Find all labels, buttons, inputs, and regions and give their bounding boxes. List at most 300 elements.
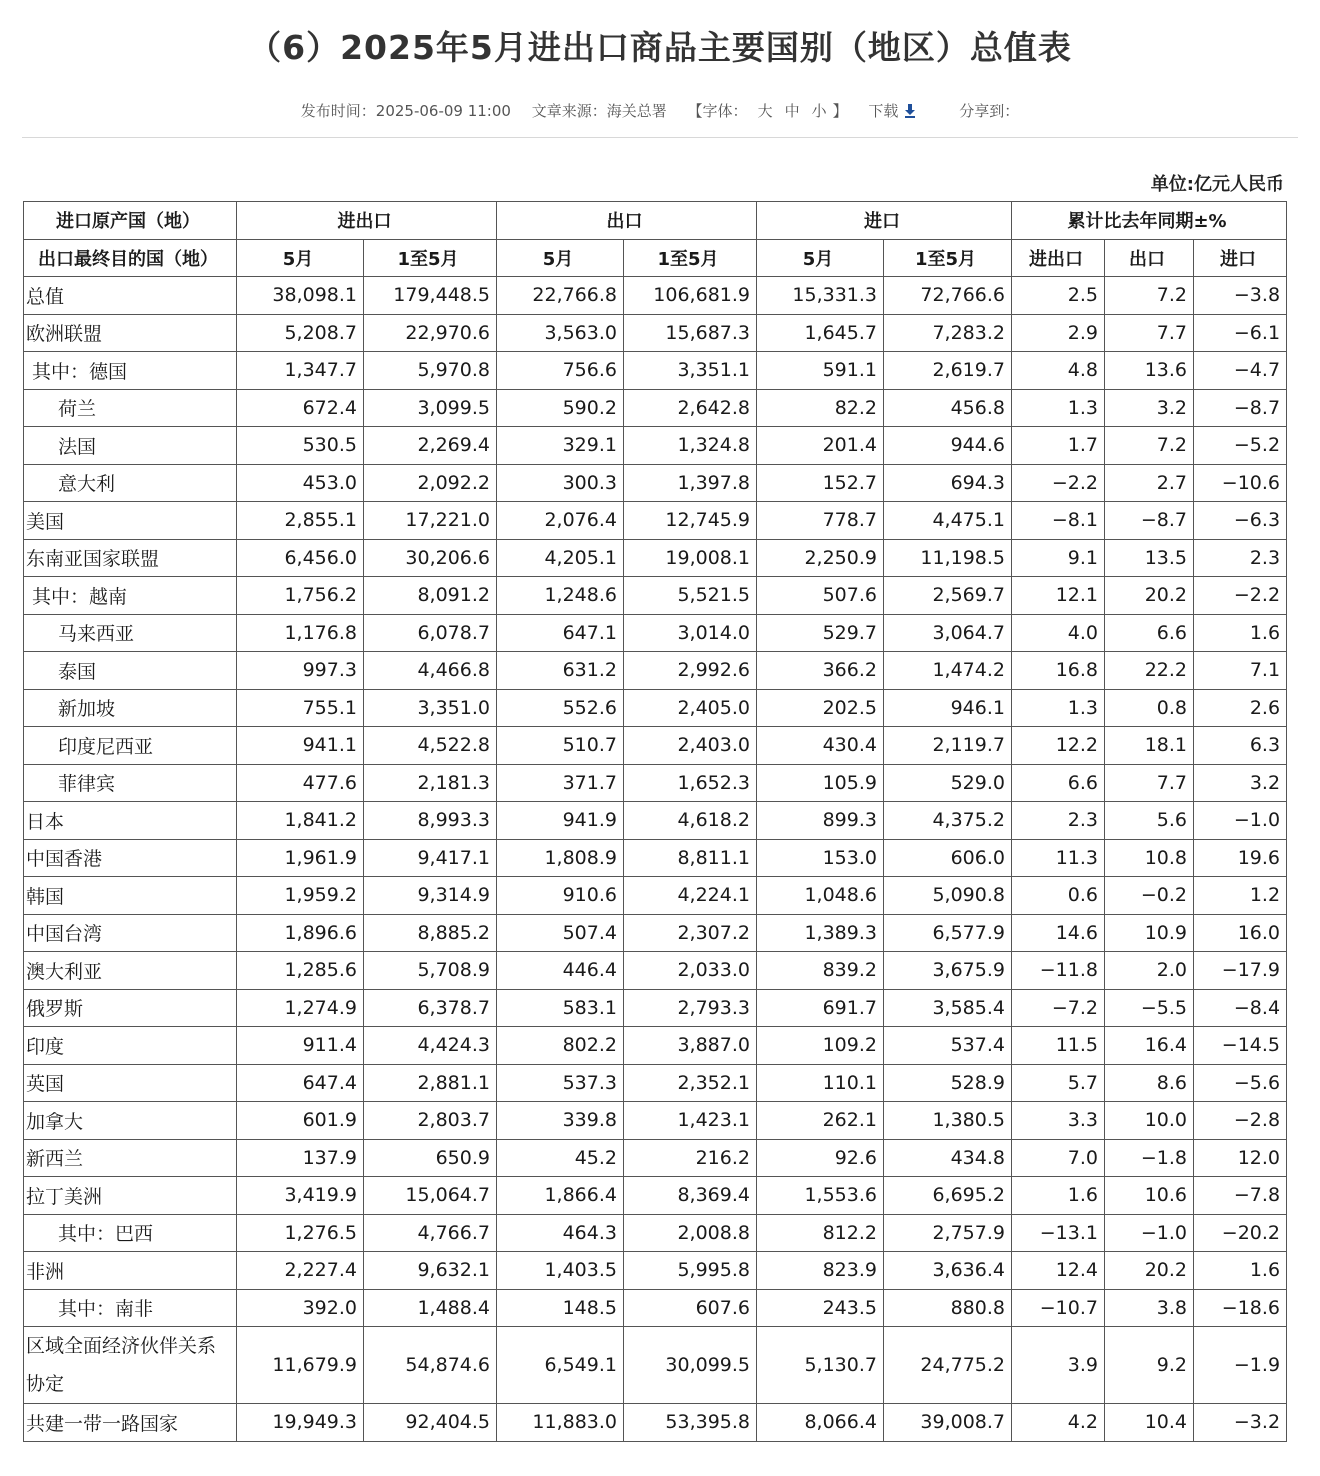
- yoy-export-cell: 0.8: [1105, 689, 1194, 727]
- total-may-cell: 647.4: [237, 1064, 364, 1102]
- import-may-cell: 92.6: [757, 1139, 884, 1177]
- yoy-export-cell: 5.6: [1105, 802, 1194, 840]
- yoy-import-cell: −20.2: [1194, 1214, 1287, 1252]
- yoy-import-cell: −6.3: [1194, 502, 1287, 540]
- table-row: [24, 839, 1287, 877]
- import-ytd-cell: 3,675.9: [884, 952, 1012, 990]
- total-may-cell: 2,855.1: [237, 502, 364, 540]
- table-row: [24, 689, 1287, 727]
- article-meta-bar: [0, 100, 1320, 121]
- total-may-cell: 1,896.6: [237, 914, 364, 952]
- import-may-cell: 243.5: [757, 1289, 884, 1327]
- total-may-cell: 997.3: [237, 652, 364, 690]
- export-may-cell: 148.5: [497, 1289, 624, 1327]
- header-export-ytd: 1至5月: [624, 239, 757, 277]
- table-row: [24, 727, 1287, 765]
- yoy-export-cell: 6.6: [1105, 614, 1194, 652]
- import-may-cell: 15,331.3: [757, 277, 884, 315]
- export-ytd-cell: 4,224.1: [624, 877, 757, 915]
- import-ytd-cell: 3,636.4: [884, 1252, 1012, 1290]
- header-export-may: 5月: [497, 239, 624, 277]
- yoy-total-cell: 0.6: [1012, 877, 1105, 915]
- export-ytd-cell: 5,995.8: [624, 1252, 757, 1290]
- import-may-cell: 153.0: [757, 839, 884, 877]
- export-may-cell: 464.3: [497, 1214, 624, 1252]
- yoy-total-cell: 1.7: [1012, 427, 1105, 465]
- total-ytd-cell: 179,448.5: [364, 277, 497, 315]
- total-may-cell: 1,347.7: [237, 352, 364, 390]
- table-row: [24, 914, 1287, 952]
- header-total-ytd: 1至5月: [364, 239, 497, 277]
- yoy-import-cell: 2.6: [1194, 689, 1287, 727]
- import-ytd-cell: 4,475.1: [884, 502, 1012, 540]
- header-total-may: 5月: [237, 239, 364, 277]
- total-may-cell: 1,841.2: [237, 802, 364, 840]
- yoy-export-cell: 10.4: [1105, 1404, 1194, 1442]
- yoy-total-cell: 12.2: [1012, 727, 1105, 765]
- table-row: [24, 614, 1287, 652]
- table-row: [24, 277, 1287, 315]
- yoy-export-cell: 3.2: [1105, 389, 1194, 427]
- export-ytd-cell: 30,099.5: [624, 1327, 757, 1404]
- total-may-cell: 453.0: [237, 464, 364, 502]
- yoy-export-cell: 9.2: [1105, 1327, 1194, 1404]
- header-export: 出口: [497, 202, 757, 240]
- yoy-import-cell: −14.5: [1194, 1027, 1287, 1065]
- total-may-cell: 1,285.6: [237, 952, 364, 990]
- header-yoy-total: 进出口: [1012, 239, 1105, 277]
- yoy-total-cell: −2.2: [1012, 464, 1105, 502]
- country-name-cell: 俄罗斯: [24, 989, 237, 1027]
- yoy-import-cell: −8.4: [1194, 989, 1287, 1027]
- total-may-cell: 1,176.8: [237, 614, 364, 652]
- import-may-cell: 899.3: [757, 802, 884, 840]
- yoy-total-cell: 5.7: [1012, 1064, 1105, 1102]
- yoy-export-cell: −1.0: [1105, 1214, 1194, 1252]
- import-may-cell: 1,645.7: [757, 314, 884, 352]
- import-ytd-cell: 3,064.7: [884, 614, 1012, 652]
- total-ytd-cell: 3,351.0: [364, 689, 497, 727]
- font-large-button[interactable]: 大: [757, 102, 773, 120]
- export-may-cell: 756.6: [497, 352, 624, 390]
- yoy-export-cell: 7.7: [1105, 314, 1194, 352]
- total-may-cell: 941.1: [237, 727, 364, 765]
- total-may-cell: 19,949.3: [237, 1404, 364, 1442]
- country-name-cell: 马来西亚: [24, 614, 237, 652]
- import-may-cell: 201.4: [757, 427, 884, 465]
- country-name-cell: 英国: [24, 1064, 237, 1102]
- export-ytd-cell: 106,681.9: [624, 277, 757, 315]
- yoy-import-cell: 1.6: [1194, 1252, 1287, 1290]
- yoy-import-cell: −4.7: [1194, 352, 1287, 390]
- export-may-cell: 6,549.1: [497, 1327, 624, 1404]
- import-ytd-cell: 39,008.7: [884, 1404, 1012, 1442]
- source-label: 文章来源：: [531, 102, 607, 120]
- total-ytd-cell: 4,466.8: [364, 652, 497, 690]
- export-ytd-cell: 5,521.5: [624, 577, 757, 615]
- yoy-total-cell: 12.1: [1012, 577, 1105, 615]
- yoy-import-cell: 6.3: [1194, 727, 1287, 765]
- table-row: [24, 502, 1287, 540]
- total-ytd-cell: 650.9: [364, 1139, 497, 1177]
- table-row: [24, 389, 1287, 427]
- import-ytd-cell: 880.8: [884, 1289, 1012, 1327]
- download-label: 下载: [868, 102, 899, 120]
- import-ytd-cell: 6,577.9: [884, 914, 1012, 952]
- export-ytd-cell: 607.6: [624, 1289, 757, 1327]
- total-ytd-cell: 9,417.1: [364, 839, 497, 877]
- import-may-cell: 1,048.6: [757, 877, 884, 915]
- yoy-export-cell: 7.7: [1105, 764, 1194, 802]
- table-row: [24, 877, 1287, 915]
- export-may-cell: 1,866.4: [497, 1177, 624, 1215]
- yoy-export-cell: 10.8: [1105, 839, 1194, 877]
- country-name-cell: 新加坡: [24, 689, 237, 727]
- import-ytd-cell: 5,090.8: [884, 877, 1012, 915]
- import-may-cell: 691.7: [757, 989, 884, 1027]
- total-ytd-cell: 2,881.1: [364, 1064, 497, 1102]
- export-ytd-cell: 12,745.9: [624, 502, 757, 540]
- total-ytd-cell: 2,181.3: [364, 764, 497, 802]
- country-name-cell: 印度尼西亚: [24, 727, 237, 765]
- export-ytd-cell: 216.2: [624, 1139, 757, 1177]
- import-ytd-cell: 946.1: [884, 689, 1012, 727]
- import-ytd-cell: 24,775.2: [884, 1327, 1012, 1404]
- yoy-import-cell: 7.1: [1194, 652, 1287, 690]
- total-may-cell: 1,274.9: [237, 989, 364, 1027]
- yoy-total-cell: 12.4: [1012, 1252, 1105, 1290]
- table-row: [24, 427, 1287, 465]
- total-ytd-cell: 4,522.8: [364, 727, 497, 765]
- header-row-2: [24, 239, 1287, 277]
- total-ytd-cell: 3,099.5: [364, 389, 497, 427]
- import-may-cell: 82.2: [757, 389, 884, 427]
- font-size-open: 【字体：: [687, 102, 748, 120]
- yoy-export-cell: 22.2: [1105, 652, 1194, 690]
- export-may-cell: 802.2: [497, 1027, 624, 1065]
- import-may-cell: 430.4: [757, 727, 884, 765]
- yoy-total-cell: −8.1: [1012, 502, 1105, 540]
- import-may-cell: 1,553.6: [757, 1177, 884, 1215]
- yoy-total-cell: −10.7: [1012, 1289, 1105, 1327]
- country-name-cell: 其中：南非: [24, 1289, 237, 1327]
- country-name-cell: 区域全面经济伙伴关系协定: [24, 1327, 237, 1404]
- publish-info: [301, 102, 511, 120]
- yoy-total-cell: −7.2: [1012, 989, 1105, 1027]
- table-row: [24, 1139, 1287, 1177]
- trade-value-table: [23, 201, 1287, 1442]
- header-yoy-export: 出口: [1105, 239, 1194, 277]
- yoy-export-cell: 2.0: [1105, 952, 1194, 990]
- font-small-button[interactable]: 小: [811, 102, 827, 120]
- export-may-cell: 941.9: [497, 802, 624, 840]
- country-name-cell: 加拿大: [24, 1102, 237, 1140]
- publish-label: 发布时间：: [300, 102, 376, 120]
- country-name-cell: 意大利: [24, 464, 237, 502]
- yoy-import-cell: −1.9: [1194, 1327, 1287, 1404]
- total-ytd-cell: 6,378.7: [364, 989, 497, 1027]
- yoy-import-cell: −8.7: [1194, 389, 1287, 427]
- import-ytd-cell: 72,766.6: [884, 277, 1012, 315]
- page-title: （6）2025年5月进出口商品主要国别（地区）总值表: [248, 28, 1072, 67]
- table-row: [24, 1289, 1287, 1327]
- yoy-export-cell: 10.9: [1105, 914, 1194, 952]
- export-may-cell: 510.7: [497, 727, 624, 765]
- country-name-cell: 法国: [24, 427, 237, 465]
- import-ytd-cell: 606.0: [884, 839, 1012, 877]
- country-name-cell: 其中：德国: [24, 352, 237, 390]
- country-name-cell: 其中：巴西: [24, 1214, 237, 1252]
- country-name-cell: 澳大利亚: [24, 952, 237, 990]
- download-link[interactable]: [868, 102, 916, 120]
- export-may-cell: 300.3: [497, 464, 624, 502]
- import-may-cell: 262.1: [757, 1102, 884, 1140]
- export-ytd-cell: 2,307.2: [624, 914, 757, 952]
- country-name-cell: 总值: [24, 277, 237, 315]
- export-ytd-cell: 2,008.8: [624, 1214, 757, 1252]
- table-row: [24, 1404, 1287, 1442]
- country-name-cell: 其中：越南: [24, 577, 237, 615]
- yoy-export-cell: 20.2: [1105, 1252, 1194, 1290]
- yoy-total-cell: 1.3: [1012, 389, 1105, 427]
- yoy-total-cell: 11.3: [1012, 839, 1105, 877]
- table-row: [24, 1027, 1287, 1065]
- yoy-total-cell: 14.6: [1012, 914, 1105, 952]
- total-may-cell: 911.4: [237, 1027, 364, 1065]
- total-ytd-cell: 4,424.3: [364, 1027, 497, 1065]
- import-ytd-cell: 3,585.4: [884, 989, 1012, 1027]
- import-may-cell: 152.7: [757, 464, 884, 502]
- total-ytd-cell: 8,993.3: [364, 802, 497, 840]
- yoy-total-cell: 1.3: [1012, 689, 1105, 727]
- publish-time: 2025-06-09 11:00: [375, 102, 511, 120]
- header-divider: [22, 137, 1298, 138]
- country-name-cell: 中国台湾: [24, 914, 237, 952]
- yoy-import-cell: −2.8: [1194, 1102, 1287, 1140]
- header-import-ytd: 1至5月: [884, 239, 1012, 277]
- header-yoy-import: 进口: [1194, 239, 1287, 277]
- export-may-cell: 11,883.0: [497, 1404, 624, 1442]
- table-row: [24, 1214, 1287, 1252]
- export-may-cell: 371.7: [497, 764, 624, 802]
- country-name-cell: 菲律宾: [24, 764, 237, 802]
- yoy-import-cell: 3.2: [1194, 764, 1287, 802]
- yoy-export-cell: −1.8: [1105, 1139, 1194, 1177]
- total-ytd-cell: 30,206.6: [364, 539, 497, 577]
- yoy-import-cell: −10.6: [1194, 464, 1287, 502]
- font-medium-button[interactable]: 中: [784, 102, 800, 120]
- total-ytd-cell: 22,970.6: [364, 314, 497, 352]
- total-may-cell: 530.5: [237, 427, 364, 465]
- table-row: [24, 1177, 1287, 1215]
- export-ytd-cell: 4,618.2: [624, 802, 757, 840]
- yoy-export-cell: 18.1: [1105, 727, 1194, 765]
- total-ytd-cell: 17,221.0: [364, 502, 497, 540]
- country-name-cell: 共建一带一路国家: [24, 1404, 237, 1442]
- import-may-cell: 5,130.7: [757, 1327, 884, 1404]
- yoy-export-cell: 2.7: [1105, 464, 1194, 502]
- table-row: [24, 952, 1287, 990]
- yoy-total-cell: 4.0: [1012, 614, 1105, 652]
- country-name-cell: 荷兰: [24, 389, 237, 427]
- total-may-cell: 3,419.9: [237, 1177, 364, 1215]
- yoy-export-cell: 13.6: [1105, 352, 1194, 390]
- yoy-import-cell: 2.3: [1194, 539, 1287, 577]
- table-row: [24, 577, 1287, 615]
- export-ytd-cell: 2,642.8: [624, 389, 757, 427]
- yoy-export-cell: −5.5: [1105, 989, 1194, 1027]
- total-ytd-cell: 8,091.2: [364, 577, 497, 615]
- export-may-cell: 590.2: [497, 389, 624, 427]
- export-ytd-cell: 8,369.4: [624, 1177, 757, 1215]
- export-may-cell: 537.3: [497, 1064, 624, 1102]
- yoy-total-cell: 2.9: [1012, 314, 1105, 352]
- import-may-cell: 507.6: [757, 577, 884, 615]
- yoy-import-cell: −3.2: [1194, 1404, 1287, 1442]
- country-name-cell: 非洲: [24, 1252, 237, 1290]
- header-origin-country: 进口原产国（地）: [24, 202, 237, 240]
- yoy-total-cell: 2.5: [1012, 277, 1105, 315]
- import-may-cell: 366.2: [757, 652, 884, 690]
- export-ytd-cell: 15,687.3: [624, 314, 757, 352]
- table-row: [24, 464, 1287, 502]
- total-ytd-cell: 5,708.9: [364, 952, 497, 990]
- total-may-cell: 601.9: [237, 1102, 364, 1140]
- total-may-cell: 5,208.7: [237, 314, 364, 352]
- yoy-export-cell: 8.6: [1105, 1064, 1194, 1102]
- export-ytd-cell: 8,811.1: [624, 839, 757, 877]
- unit-label: 单位:亿元人民币: [1150, 174, 1284, 195]
- export-ytd-cell: 2,405.0: [624, 689, 757, 727]
- table-row: [24, 1102, 1287, 1140]
- yoy-export-cell: 16.4: [1105, 1027, 1194, 1065]
- yoy-export-cell: 10.0: [1105, 1102, 1194, 1140]
- total-ytd-cell: 1,488.4: [364, 1289, 497, 1327]
- table-row: [24, 314, 1287, 352]
- yoy-total-cell: 3.9: [1012, 1327, 1105, 1404]
- table-row: [24, 1064, 1287, 1102]
- import-may-cell: 812.2: [757, 1214, 884, 1252]
- table-row: [24, 989, 1287, 1027]
- yoy-export-cell: 7.2: [1105, 277, 1194, 315]
- import-ytd-cell: 11,198.5: [884, 539, 1012, 577]
- import-may-cell: 839.2: [757, 952, 884, 990]
- export-may-cell: 552.6: [497, 689, 624, 727]
- export-may-cell: 22,766.8: [497, 277, 624, 315]
- yoy-export-cell: −0.2: [1105, 877, 1194, 915]
- import-may-cell: 202.5: [757, 689, 884, 727]
- total-may-cell: 672.4: [237, 389, 364, 427]
- total-ytd-cell: 6,078.7: [364, 614, 497, 652]
- table-row: [24, 1252, 1287, 1290]
- download-arrow-icon: [904, 104, 916, 118]
- country-name-cell: 韩国: [24, 877, 237, 915]
- yoy-total-cell: 4.8: [1012, 352, 1105, 390]
- import-ytd-cell: 456.8: [884, 389, 1012, 427]
- import-ytd-cell: 2,119.7: [884, 727, 1012, 765]
- yoy-total-cell: −11.8: [1012, 952, 1105, 990]
- header-import: 进口: [757, 202, 1012, 240]
- table-row: [24, 764, 1287, 802]
- yoy-export-cell: 13.5: [1105, 539, 1194, 577]
- import-ytd-cell: 434.8: [884, 1139, 1012, 1177]
- import-may-cell: 110.1: [757, 1064, 884, 1102]
- export-may-cell: 339.8: [497, 1102, 624, 1140]
- import-ytd-cell: 537.4: [884, 1027, 1012, 1065]
- header-yoy-change: 累计比去年同期±%: [1012, 202, 1287, 240]
- export-may-cell: 446.4: [497, 952, 624, 990]
- import-ytd-cell: 1,474.2: [884, 652, 1012, 690]
- total-ytd-cell: 54,874.6: [364, 1327, 497, 1404]
- country-name-cell: 东南亚国家联盟: [24, 539, 237, 577]
- export-may-cell: 3,563.0: [497, 314, 624, 352]
- export-may-cell: 329.1: [497, 427, 624, 465]
- yoy-import-cell: −7.8: [1194, 1177, 1287, 1215]
- country-name-cell: 泰国: [24, 652, 237, 690]
- import-ytd-cell: 529.0: [884, 764, 1012, 802]
- yoy-import-cell: −1.0: [1194, 802, 1287, 840]
- total-ytd-cell: 9,632.1: [364, 1252, 497, 1290]
- import-ytd-cell: 944.6: [884, 427, 1012, 465]
- import-may-cell: 1,389.3: [757, 914, 884, 952]
- import-may-cell: 529.7: [757, 614, 884, 652]
- yoy-import-cell: 12.0: [1194, 1139, 1287, 1177]
- total-ytd-cell: 5,970.8: [364, 352, 497, 390]
- import-ytd-cell: 7,283.2: [884, 314, 1012, 352]
- yoy-total-cell: 4.2: [1012, 1404, 1105, 1442]
- import-may-cell: 8,066.4: [757, 1404, 884, 1442]
- country-name-cell: 欧洲联盟: [24, 314, 237, 352]
- yoy-import-cell: 16.0: [1194, 914, 1287, 952]
- total-may-cell: 477.6: [237, 764, 364, 802]
- total-ytd-cell: 92,404.5: [364, 1404, 497, 1442]
- total-ytd-cell: 2,092.2: [364, 464, 497, 502]
- country-name-cell: 新西兰: [24, 1139, 237, 1177]
- country-name-cell: 美国: [24, 502, 237, 540]
- table-row: [24, 1327, 1287, 1404]
- export-ytd-cell: 2,992.6: [624, 652, 757, 690]
- yoy-import-cell: −6.1: [1194, 314, 1287, 352]
- total-ytd-cell: 8,885.2: [364, 914, 497, 952]
- source-info: [532, 102, 667, 120]
- export-may-cell: 631.2: [497, 652, 624, 690]
- yoy-total-cell: 3.3: [1012, 1102, 1105, 1140]
- total-ytd-cell: 15,064.7: [364, 1177, 497, 1215]
- table-row: [24, 352, 1287, 390]
- total-may-cell: 1,756.2: [237, 577, 364, 615]
- export-may-cell: 910.6: [497, 877, 624, 915]
- import-ytd-cell: 2,757.9: [884, 1214, 1012, 1252]
- header-total-trade: 进出口: [237, 202, 497, 240]
- country-name-cell: 中国香港: [24, 839, 237, 877]
- export-may-cell: 647.1: [497, 614, 624, 652]
- export-ytd-cell: 3,351.1: [624, 352, 757, 390]
- total-may-cell: 1,961.9: [237, 839, 364, 877]
- export-ytd-cell: 1,324.8: [624, 427, 757, 465]
- total-ytd-cell: 4,766.7: [364, 1214, 497, 1252]
- yoy-import-cell: 19.6: [1194, 839, 1287, 877]
- export-may-cell: 45.2: [497, 1139, 624, 1177]
- export-may-cell: 2,076.4: [497, 502, 624, 540]
- yoy-import-cell: −5.6: [1194, 1064, 1287, 1102]
- export-ytd-cell: 1,423.1: [624, 1102, 757, 1140]
- export-may-cell: 1,248.6: [497, 577, 624, 615]
- export-ytd-cell: 2,352.1: [624, 1064, 757, 1102]
- import-may-cell: 778.7: [757, 502, 884, 540]
- font-size-control: [688, 102, 848, 120]
- font-size-close: 】: [832, 102, 848, 120]
- table-row: [24, 539, 1287, 577]
